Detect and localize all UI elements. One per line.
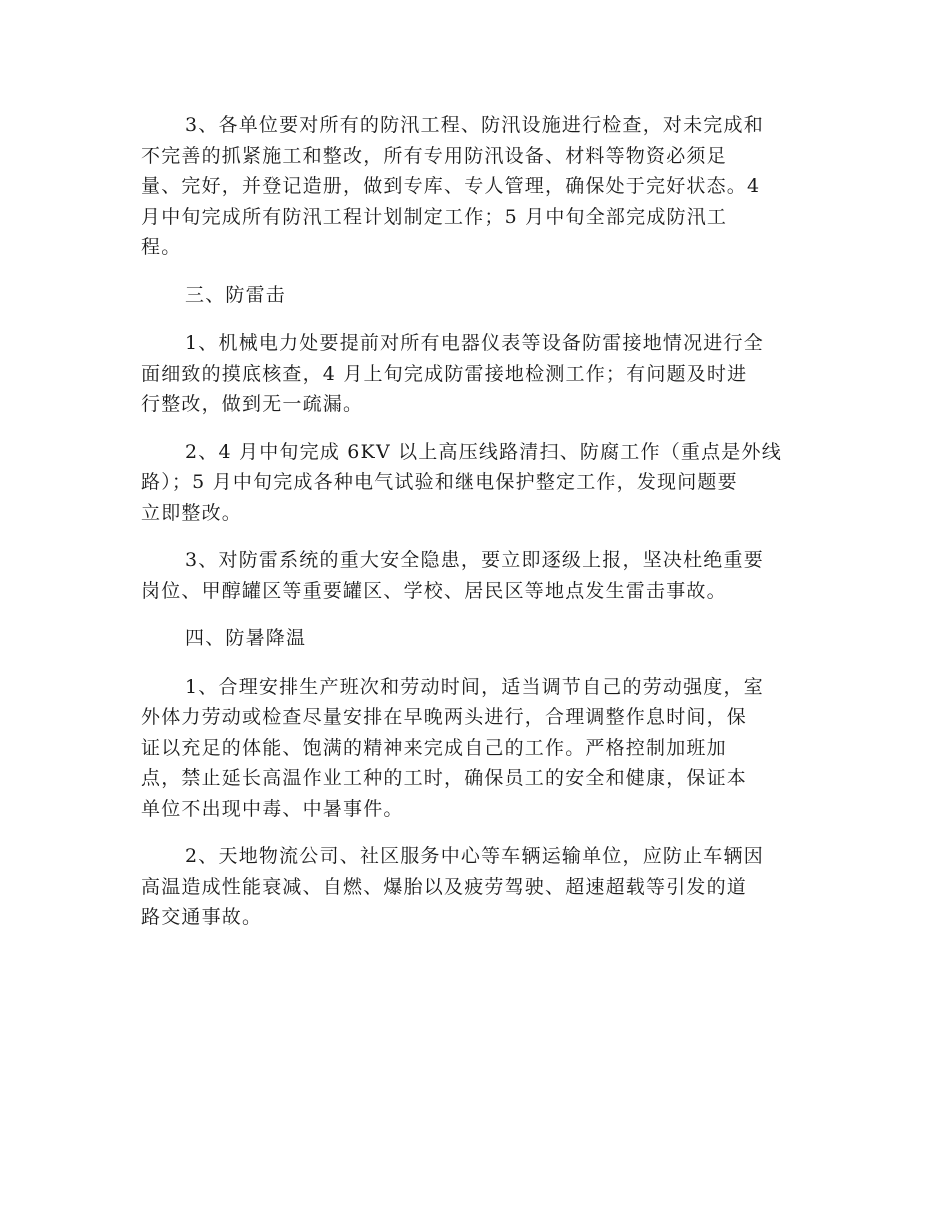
document-body bbox=[141, 110, 810, 933]
paragraph-line: 3、各单位要对所有的防汛工程、防汛设施进行检查，对未完成和 bbox=[185, 114, 764, 136]
paragraph-line: 单位不出现中毒、中暑事件。 bbox=[141, 797, 404, 820]
paragraph-line: 路）；5 月中旬完成各种电气试验和继电保护整定工作，发现问题要 bbox=[141, 471, 738, 493]
body-paragraph bbox=[141, 841, 810, 933]
body-paragraph bbox=[141, 110, 810, 263]
paragraph-line: 外体力劳动或检查尽量安排在早晚两头进行，合理调整作息时间，保 bbox=[141, 706, 748, 728]
body-paragraph bbox=[141, 672, 810, 825]
paragraph-line: 1、机械电力处要提前对所有电器仪表等设备防雷接地情况进行全 bbox=[185, 332, 764, 354]
paragraph-line: 路交通事故。 bbox=[141, 906, 263, 928]
paragraph-line: 岗位、甲醇罐区等重要罐区、学校、居民区等地点发生雷击事故。 bbox=[141, 579, 727, 602]
section-heading: 三、防雷击 bbox=[185, 283, 287, 306]
paragraph-line: 程。 bbox=[141, 236, 182, 258]
paragraph-line: 月中旬完成所有防汛工程计划制定工作；5 月中旬全部完成防汛工 bbox=[141, 205, 728, 228]
paragraph-line: 面细致的摸底核查，4 月上旬完成防雷接地检测工作；有问题及时进 bbox=[141, 362, 748, 385]
paragraph-line: 立即整改。 bbox=[141, 501, 243, 524]
body-paragraph bbox=[141, 328, 810, 420]
paragraph-line: 1、合理安排生产班次和劳动时间，适当调节自己的劳动强度，室 bbox=[185, 675, 764, 698]
body-paragraph bbox=[141, 437, 810, 529]
paragraph-line: 不完善的抓紧施工和整改，所有专用防汛设备、材料等物资必须足 bbox=[141, 144, 727, 167]
paragraph-line: 高温造成性能衰减、自燃、爆胎以及疲劳驾驶、超速超载等引发的道 bbox=[141, 875, 748, 898]
paragraph-line: 行整改，做到无一疏漏。 bbox=[141, 393, 364, 415]
body-paragraph bbox=[141, 545, 810, 606]
paragraph-line: 2、天地物流公司、社区服务中心等车辆运输单位，应防止车辆因 bbox=[185, 845, 764, 867]
paragraph-line: 量、完好，并登记造册，做到专库、专人管理，确保处于完好状态。4 bbox=[141, 175, 761, 197]
paragraph-line: 证以充足的体能、饱满的精神来完成自己的工作。严格控制加班加 bbox=[141, 736, 727, 759]
section-heading: 四、防暑降温 bbox=[185, 627, 307, 649]
paragraph-line: 点，禁止延长高温作业工种的工时，确保员工的安全和健康，保证本 bbox=[141, 767, 748, 789]
paragraph-line: 3、对防雷系统的重大安全隐患，要立即逐级上报，坚决杜绝重要 bbox=[185, 549, 764, 571]
paragraph-line: 2、4 月中旬完成 6KV 以上高压线路清扫、防腐工作（重点是外线 bbox=[185, 440, 782, 463]
